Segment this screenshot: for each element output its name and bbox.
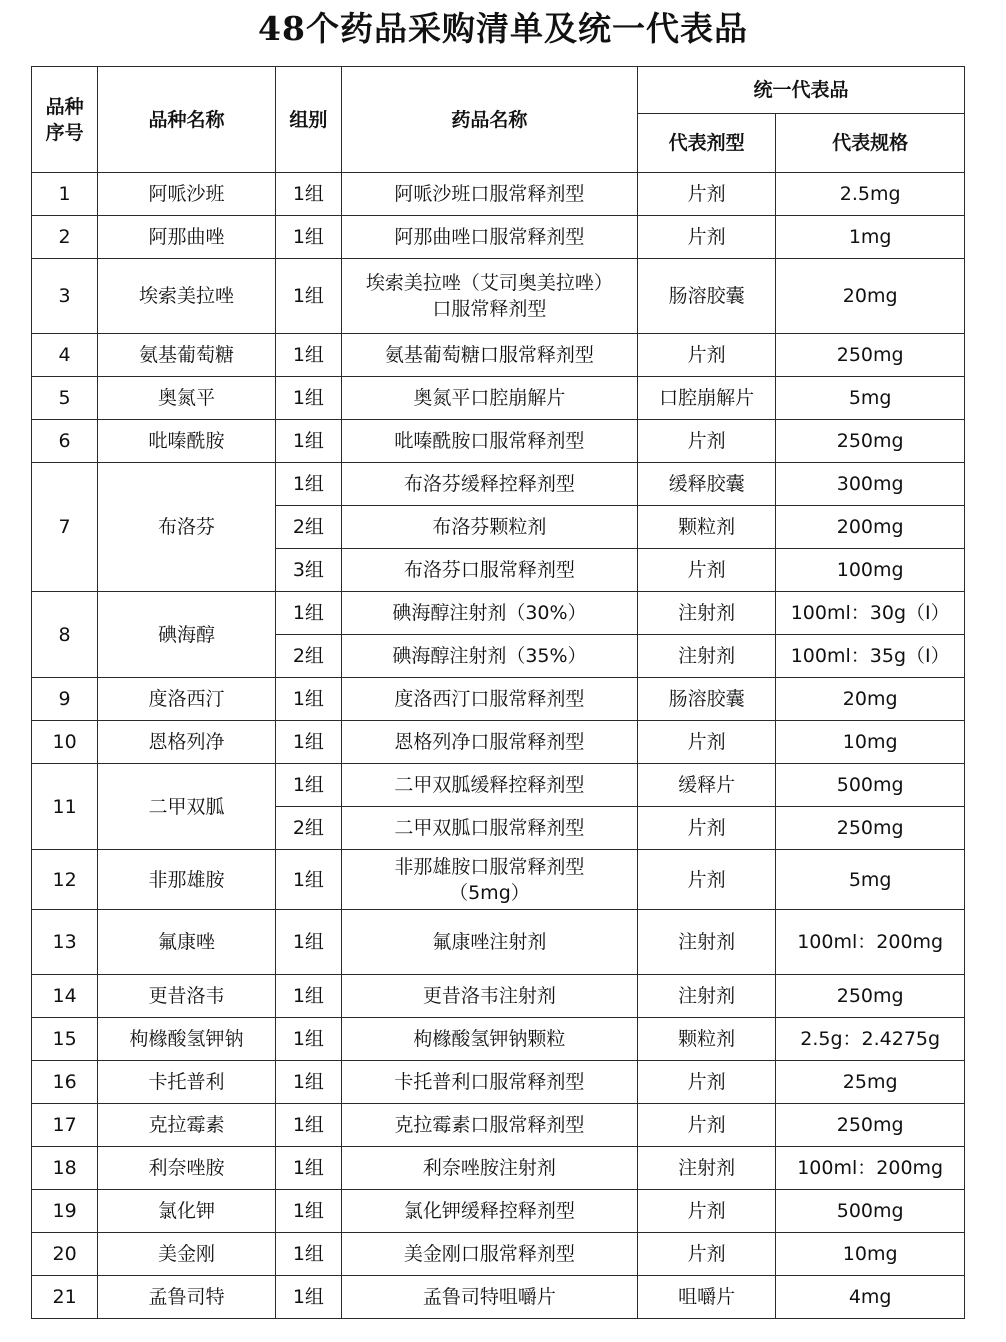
cell-drug: 埃索美拉唑（艾司奥美拉唑）口服常释剂型 xyxy=(341,259,637,334)
cell-drug: 克拉霉素口服常释剂型 xyxy=(341,1104,637,1147)
cell-spec: 4mg xyxy=(776,1276,965,1319)
cell-form: 注射剂 xyxy=(637,592,775,635)
cell-drug: 阿那曲唑口服常释剂型 xyxy=(341,216,637,259)
cell-spec: 250mg xyxy=(776,807,965,850)
table-row xyxy=(32,1147,965,1190)
table-row xyxy=(32,377,965,420)
table-row xyxy=(32,721,965,764)
table-row xyxy=(32,1018,965,1061)
cell-group: 1组 xyxy=(275,1147,341,1190)
cell-seq: 1 xyxy=(32,173,98,216)
cell-form: 咀嚼片 xyxy=(637,1276,775,1319)
cell-drug: 氟康唑注射剂 xyxy=(341,910,637,975)
cell-spec: 250mg xyxy=(776,420,965,463)
cell-group: 1组 xyxy=(275,463,341,506)
cell-group: 1组 xyxy=(275,678,341,721)
cell-drug: 卡托普利口服常释剂型 xyxy=(341,1061,637,1104)
table-row xyxy=(32,259,965,334)
cell-group: 1组 xyxy=(275,1190,341,1233)
cell-variety: 阿哌沙班 xyxy=(98,173,276,216)
cell-drug: 氯化钾缓释控释剂型 xyxy=(341,1190,637,1233)
table-row xyxy=(32,463,965,506)
cell-seq: 13 xyxy=(32,910,98,975)
cell-drug: 布洛芬口服常释剂型 xyxy=(341,549,637,592)
header-rep-form: 代表剂型 xyxy=(637,114,775,173)
cell-seq: 7 xyxy=(32,463,98,592)
cell-spec: 20mg xyxy=(776,259,965,334)
cell-form: 片剂 xyxy=(637,1190,775,1233)
table-row xyxy=(32,910,965,975)
cell-spec: 10mg xyxy=(776,721,965,764)
cell-drug: 奥氮平口腔崩解片 xyxy=(341,377,637,420)
cell-variety: 更昔洛韦 xyxy=(98,975,276,1018)
cell-drug: 孟鲁司特咀嚼片 xyxy=(341,1276,637,1319)
cell-spec: 500mg xyxy=(776,764,965,807)
cell-group: 2组 xyxy=(275,635,341,678)
cell-form: 片剂 xyxy=(637,173,775,216)
cell-seq: 6 xyxy=(32,420,98,463)
cell-drug: 吡嗪酰胺口服常释剂型 xyxy=(341,420,637,463)
header-rep-spec: 代表规格 xyxy=(776,114,965,173)
cell-seq: 16 xyxy=(32,1061,98,1104)
cell-drug: 美金刚口服常释剂型 xyxy=(341,1233,637,1276)
cell-group: 2组 xyxy=(275,506,341,549)
cell-form: 片剂 xyxy=(637,334,775,377)
cell-variety: 吡嗪酰胺 xyxy=(98,420,276,463)
cell-group: 1组 xyxy=(275,377,341,420)
table-row xyxy=(32,216,965,259)
cell-spec: 100ml：200mg xyxy=(776,1147,965,1190)
cell-seq: 14 xyxy=(32,975,98,1018)
cell-group: 1组 xyxy=(275,910,341,975)
table-row xyxy=(32,850,965,910)
cell-seq: 10 xyxy=(32,721,98,764)
cell-drug: 碘海醇注射剂（35%） xyxy=(341,635,637,678)
cell-drug: 二甲双胍口服常释剂型 xyxy=(341,807,637,850)
cell-form: 片剂 xyxy=(637,1061,775,1104)
cell-drug: 碘海醇注射剂（30%） xyxy=(341,592,637,635)
cell-group: 1组 xyxy=(275,721,341,764)
cell-group: 1组 xyxy=(275,1018,341,1061)
cell-group: 1组 xyxy=(275,1233,341,1276)
cell-group: 1组 xyxy=(275,173,341,216)
cell-drug: 二甲双胍缓释控释剂型 xyxy=(341,764,637,807)
cell-form: 注射剂 xyxy=(637,975,775,1018)
cell-drug: 度洛西汀口服常释剂型 xyxy=(341,678,637,721)
cell-spec: 250mg xyxy=(776,334,965,377)
table-row xyxy=(32,173,965,216)
header-drug: 药品名称 xyxy=(341,67,637,173)
cell-variety: 奥氮平 xyxy=(98,377,276,420)
cell-form: 片剂 xyxy=(637,420,775,463)
cell-spec: 10mg xyxy=(776,1233,965,1276)
page-title: 48个药品采购清单及统一代表品 xyxy=(258,9,748,48)
cell-form: 缓释片 xyxy=(637,764,775,807)
table-row xyxy=(32,334,965,377)
cell-group: 1组 xyxy=(275,764,341,807)
cell-group: 1组 xyxy=(275,259,341,334)
cell-drug: 更昔洛韦注射剂 xyxy=(341,975,637,1018)
cell-drug: 氨基葡萄糖口服常释剂型 xyxy=(341,334,637,377)
cell-spec: 2.5mg xyxy=(776,173,965,216)
cell-seq: 15 xyxy=(32,1018,98,1061)
cell-form: 注射剂 xyxy=(637,910,775,975)
cell-form: 肠溶胶囊 xyxy=(637,678,775,721)
cell-variety: 氟康唑 xyxy=(98,910,276,975)
cell-spec: 2.5g：2.4275g xyxy=(776,1018,965,1061)
cell-group: 1组 xyxy=(275,1104,341,1147)
header-group: 组别 xyxy=(275,67,341,173)
cell-spec: 100ml：35g（I） xyxy=(776,635,965,678)
cell-seq: 12 xyxy=(32,850,98,910)
cell-form: 片剂 xyxy=(637,850,775,910)
cell-form: 注射剂 xyxy=(637,635,775,678)
table-row xyxy=(32,975,965,1018)
table-body xyxy=(32,173,965,1319)
table-row xyxy=(32,420,965,463)
cell-drug: 非那雄胺口服常释剂型（5mg） xyxy=(341,850,637,910)
cell-spec: 100ml：30g（I） xyxy=(776,592,965,635)
cell-variety: 枸橼酸氢钾钠 xyxy=(98,1018,276,1061)
cell-seq: 19 xyxy=(32,1190,98,1233)
cell-spec: 1mg xyxy=(776,216,965,259)
cell-variety: 利奈唑胺 xyxy=(98,1147,276,1190)
cell-seq: 5 xyxy=(32,377,98,420)
cell-seq: 18 xyxy=(32,1147,98,1190)
cell-variety: 碘海醇 xyxy=(98,592,276,678)
cell-spec: 100ml：200mg xyxy=(776,910,965,975)
cell-variety: 恩格列净 xyxy=(98,721,276,764)
table-row xyxy=(32,1276,965,1319)
cell-form: 注射剂 xyxy=(637,1147,775,1190)
table-row xyxy=(32,1061,965,1104)
cell-variety: 美金刚 xyxy=(98,1233,276,1276)
cell-drug: 恩格列净口服常释剂型 xyxy=(341,721,637,764)
cell-form: 缓释胶囊 xyxy=(637,463,775,506)
cell-variety: 阿那曲唑 xyxy=(98,216,276,259)
cell-spec: 300mg xyxy=(776,463,965,506)
cell-variety: 度洛西汀 xyxy=(98,678,276,721)
table-row xyxy=(32,1233,965,1276)
cell-form: 片剂 xyxy=(637,216,775,259)
cell-group: 1组 xyxy=(275,1061,341,1104)
cell-variety: 埃索美拉唑 xyxy=(98,259,276,334)
table-row xyxy=(32,764,965,807)
cell-spec: 20mg xyxy=(776,678,965,721)
cell-spec: 100mg xyxy=(776,549,965,592)
cell-drug: 阿哌沙班口服常释剂型 xyxy=(341,173,637,216)
cell-variety: 布洛芬 xyxy=(98,463,276,592)
cell-seq: 2 xyxy=(32,216,98,259)
cell-group: 1组 xyxy=(275,592,341,635)
cell-form: 片剂 xyxy=(637,807,775,850)
cell-seq: 9 xyxy=(32,678,98,721)
cell-variety: 氨基葡萄糖 xyxy=(98,334,276,377)
header-rep-group: 统一代表品 xyxy=(637,67,964,114)
cell-seq: 17 xyxy=(32,1104,98,1147)
cell-group: 2组 xyxy=(275,807,341,850)
cell-seq: 20 xyxy=(32,1233,98,1276)
cell-variety: 非那雄胺 xyxy=(98,850,276,910)
cell-spec: 200mg xyxy=(776,506,965,549)
cell-group: 3组 xyxy=(275,549,341,592)
header-seq: 品种序号 xyxy=(32,67,98,173)
cell-group: 1组 xyxy=(275,420,341,463)
cell-form: 片剂 xyxy=(637,721,775,764)
cell-group: 1组 xyxy=(275,975,341,1018)
cell-seq: 8 xyxy=(32,592,98,678)
cell-group: 1组 xyxy=(275,1276,341,1319)
cell-spec: 500mg xyxy=(776,1190,965,1233)
cell-form: 肠溶胶囊 xyxy=(637,259,775,334)
cell-form: 颗粒剂 xyxy=(637,1018,775,1061)
cell-form: 颗粒剂 xyxy=(637,506,775,549)
cell-spec: 250mg xyxy=(776,1104,965,1147)
header-variety: 品种名称 xyxy=(98,67,276,173)
table-header xyxy=(32,67,965,173)
drug-procurement-table xyxy=(31,66,965,1319)
cell-group: 1组 xyxy=(275,850,341,910)
cell-spec: 250mg xyxy=(776,975,965,1018)
cell-form: 片剂 xyxy=(637,549,775,592)
cell-drug: 利奈唑胺注射剂 xyxy=(341,1147,637,1190)
cell-spec: 25mg xyxy=(776,1061,965,1104)
cell-seq: 21 xyxy=(32,1276,98,1319)
cell-form: 片剂 xyxy=(637,1233,775,1276)
cell-variety: 二甲双胍 xyxy=(98,764,276,850)
cell-variety: 孟鲁司特 xyxy=(98,1276,276,1319)
cell-form: 片剂 xyxy=(637,1104,775,1147)
table-row xyxy=(32,1190,965,1233)
cell-variety: 氯化钾 xyxy=(98,1190,276,1233)
cell-group: 1组 xyxy=(275,334,341,377)
cell-group: 1组 xyxy=(275,216,341,259)
cell-drug: 布洛芬缓释控释剂型 xyxy=(341,463,637,506)
table-row xyxy=(32,1104,965,1147)
cell-spec: 5mg xyxy=(776,850,965,910)
cell-seq: 3 xyxy=(32,259,98,334)
cell-seq: 4 xyxy=(32,334,98,377)
table-row xyxy=(32,678,965,721)
cell-drug: 布洛芬颗粒剂 xyxy=(341,506,637,549)
cell-variety: 克拉霉素 xyxy=(98,1104,276,1147)
cell-spec: 5mg xyxy=(776,377,965,420)
cell-drug: 枸橼酸氢钾钠颗粒 xyxy=(341,1018,637,1061)
cell-variety: 卡托普利 xyxy=(98,1061,276,1104)
cell-seq: 11 xyxy=(32,764,98,850)
cell-form: 口腔崩解片 xyxy=(637,377,775,420)
table-row xyxy=(32,592,965,635)
